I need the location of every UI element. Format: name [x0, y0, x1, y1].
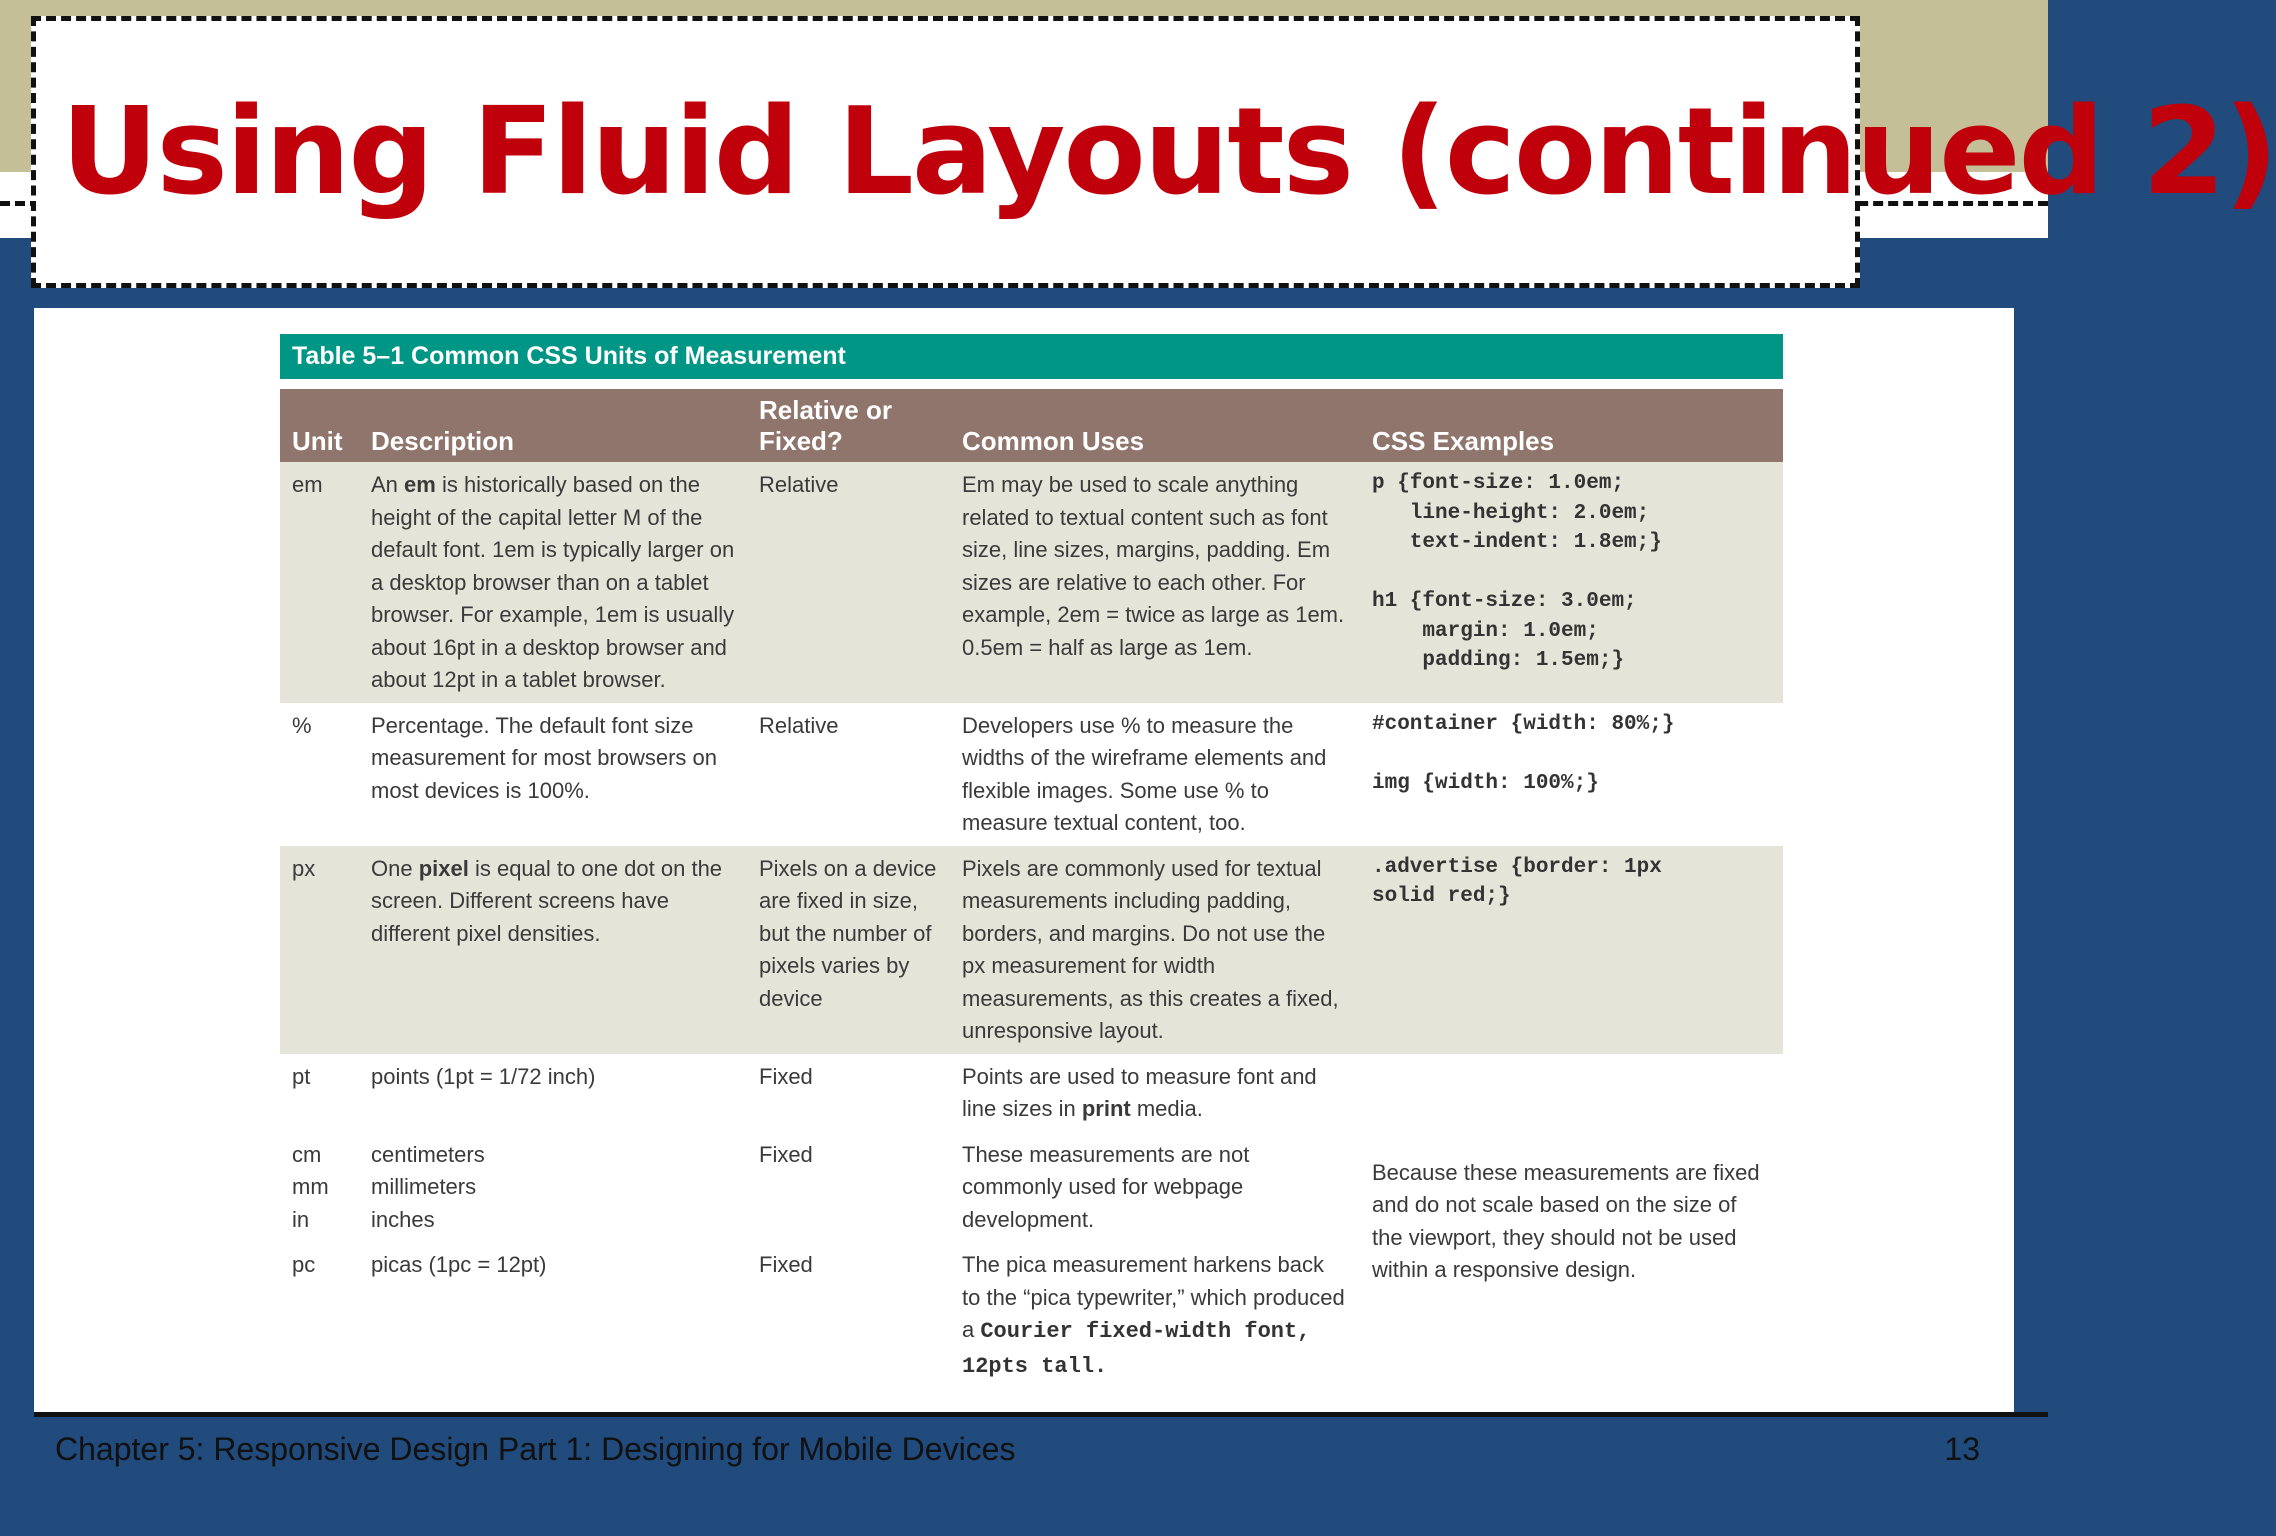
relative-fixed-cell: Fixed [759, 1063, 813, 1089]
header-unit: Unit [280, 389, 359, 462]
unit-cell: em [280, 462, 359, 703]
description-cell: centimeters millimeters inches [371, 1141, 485, 1232]
unit-cell: cm mm in [292, 1141, 329, 1232]
description-cell: One pixel is equal to one dot on the screen. Different screens have different pixel densities. [359, 846, 747, 1054]
css-example-cell [1360, 703, 1783, 846]
header-relative-fixed: Relative or Fixed? [747, 389, 950, 462]
relative-fixed-cell: Fixed [759, 1252, 813, 1277]
title-box [31, 16, 2276, 288]
slide-title: Using Fluid Layouts (continued 2) [61, 83, 2276, 222]
common-uses-cell: Developers use % to measure the widths of the wireframe elements and flexible images. Some use % to measure textual content, too. [962, 712, 1327, 835]
relative-fixed-cell: Relative [759, 712, 839, 738]
css-example-code: h1 {font-size: 3.0em; margin: 1.0em; padding: 1.5em;} [1372, 590, 1637, 672]
header-css-examples: CSS Examples [1360, 389, 1783, 462]
unit-cell: pc [292, 1252, 316, 1277]
unit-cell: % [292, 712, 312, 738]
relative-fixed-cell: Pixels on a device are fixed in size, but the number of pixels varies by device [747, 846, 950, 1054]
header-common-uses: Common Uses [950, 389, 1360, 462]
relative-fixed-cell: Relative [747, 462, 950, 703]
table-row-percent [280, 703, 1783, 846]
description-cell: picas (1pc = 12pt) [371, 1252, 547, 1277]
css-example-code: #container {width: 80%;} [1372, 712, 1675, 736]
units-table [280, 389, 1783, 1389]
units-table-figure [280, 334, 1783, 1389]
common-uses-cell: The pica measurement harkens back to the “pica typewriter,” which produced a Courier fixed-width font, 12pts tall. [962, 1252, 1345, 1379]
css-example-code: img {width: 100%;} [1372, 771, 1599, 795]
table-row-pt [280, 1054, 1783, 1132]
common-uses-cell: Points are used to measure font and line sizes in print media. [962, 1063, 1317, 1121]
description-cell: points (1pt = 1/72 inch) [371, 1063, 596, 1089]
unit-cell: pt [292, 1063, 311, 1089]
common-uses-cell: These measurements are not commonly used for webpage development. [962, 1141, 1250, 1232]
css-example-cell [1360, 462, 1783, 703]
relative-fixed-cell: Fixed [759, 1141, 813, 1167]
header-description: Description [359, 389, 747, 462]
css-example-cell [1360, 846, 1783, 1054]
table-row-em [280, 462, 1783, 703]
table-header-row [280, 389, 1783, 462]
footer-rule [34, 1412, 2048, 1417]
fixed-units-note: Because these measurements are fixed and do not scale based on the size of the viewport, they should not be used within a responsive design. [1372, 1159, 1760, 1283]
css-example-code: .advertise {border: 1px solid red;} [1372, 855, 1662, 908]
unit-cell: px [280, 846, 359, 1054]
slide-content [34, 308, 2014, 1414]
description-cell: An em is historically based on the height of the capital letter M of the default font. 1em is typically larger on a desktop browser than on a tablet browser. For example, 1em is usually about 16pt in a desktop browser and about 12pt in a tablet browser. [359, 462, 747, 703]
common-uses-cell: Em may be used to scale anything related to textual content such as font size, line sizes, margins, padding. Em sizes are relative to each other. For example, 2em = twice as large as 1em. 0.5em = half as large as 1em. [950, 462, 1360, 703]
table-row-px [280, 846, 1783, 1054]
description-cell: Percentage. The default font size measurement for most browsers on most devices is 100%. [371, 712, 718, 803]
page-number: 13 [1944, 1431, 1980, 1467]
css-example-code: p {font-size: 1.0em; line-height: 2.0em; text-indent: 1.8em;} [1372, 472, 1662, 554]
common-uses-cell: Pixels are commonly used for textual measurements including padding, borders, and margins. Do not use the px measurement for width measurements, as this creates a fixed, unresponsive layout. [950, 846, 1360, 1054]
table-caption: Table 5–1 Common CSS Units of Measurement [280, 334, 1783, 379]
slide-footer: Chapter 5: Responsive Design Part 1: Designing for Mobile Devices [55, 1431, 1016, 1467]
